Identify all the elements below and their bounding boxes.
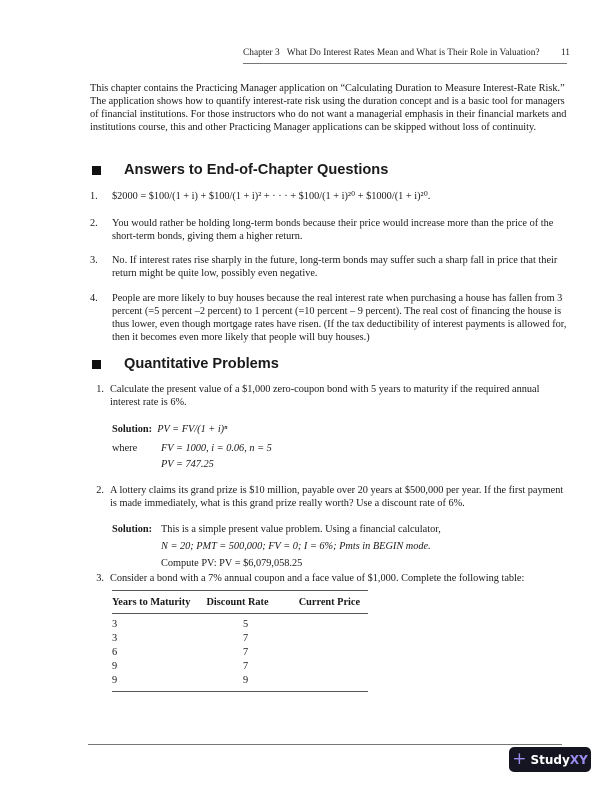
answer-number: 2.	[90, 218, 98, 229]
answer-item	[90, 190, 570, 203]
solution-line-1	[161, 523, 441, 536]
cell-years: 3	[112, 633, 118, 644]
solution-formula: PV = FV/(1 + i)ⁿ	[157, 424, 228, 435]
cell-rate: 7	[243, 661, 249, 672]
table-row	[112, 614, 368, 633]
square-bullet-icon	[92, 360, 101, 369]
answer-item	[90, 292, 570, 344]
cell-price	[291, 614, 368, 633]
where-label: where	[112, 443, 138, 454]
studyxy-logo[interactable]	[509, 747, 591, 772]
solution-text: Compute PV: PV = $6,079,058.25	[161, 558, 303, 569]
cell-price	[291, 646, 368, 660]
running-header	[243, 48, 570, 58]
answer-number: 3.	[90, 255, 98, 266]
cell-price	[291, 632, 368, 646]
cell-years: 9	[112, 661, 118, 672]
answers-section-heading	[90, 162, 388, 178]
table-row	[112, 660, 368, 674]
cell-rate: 9	[243, 675, 249, 686]
answer-text: You would rather be holding long-term bonds because their price would increase more than the price of the short-term bonds, giving them a higher return.	[112, 218, 554, 242]
cell-rate: 7	[243, 647, 249, 658]
cell-price	[291, 674, 368, 692]
bond-price-table	[112, 590, 368, 692]
solution-label: Solution:	[112, 524, 153, 535]
problem-item	[90, 484, 570, 510]
plus-icon: +	[512, 749, 527, 769]
answer-number: 1.	[90, 191, 98, 202]
table-row	[112, 632, 368, 646]
logo-text-xy: XY	[569, 752, 588, 767]
solution-line-3	[161, 557, 302, 570]
header-rule	[243, 63, 567, 64]
solution-label: Solution:	[112, 424, 153, 435]
table-row	[112, 674, 368, 692]
quantitative-section-heading	[90, 356, 279, 372]
problem-text: Calculate the present value of a $1,000 zero-coupon bond with 5 years to maturity if the required annual interest rate is 6%.	[110, 384, 540, 408]
where-values-text: FV = 1000, i = 0.06, n = 5	[161, 443, 272, 454]
cell-years: 6	[112, 647, 118, 658]
answer-item	[90, 254, 570, 280]
solution-line-2	[161, 540, 431, 553]
solution-text: This is a simple present value problem. Using a financial calculator,	[161, 524, 441, 535]
header-years-to-maturity: Years to Maturity	[112, 591, 200, 614]
solution-result	[161, 458, 214, 471]
cell-years: 3	[112, 619, 118, 630]
intro-paragraph: This chapter contains the Practicing Manager application on “Calculating Duration to Measure Interest-Rate Risk.” The application shows how to quantify interest-rate risk using the duration concept and is a basic tool for managers of financial institutions. For those instructors who do not want a managerial emphasis in their financial markets and institutions course, this and other Practicing Manager applications can be skipped without loss of continuity.	[90, 83, 567, 133]
header-discount-rate: Discount Rate	[200, 591, 290, 614]
answer-text: People are more likely to buy houses because the real interest rate when purchasing a house has fallen from 3 percent (=5 percent –2 percent) to 1 percent (=10 percent – 9 percent). The real cost of financing the house is thus lower, even though mortgage rates have risen. (If the tax deductibility of interest payments is allowed for, then it becomes even more likely that people will buy houses.)	[112, 293, 567, 343]
result-text: PV = 747.25	[161, 459, 214, 470]
answers-heading-text: Answers to End-of-Chapter Questions	[124, 162, 389, 178]
solution-line	[112, 523, 152, 536]
cell-rate: 7	[243, 633, 249, 644]
problem-number: 3.	[96, 573, 104, 584]
where-values	[161, 442, 272, 455]
solution-text: N = 20; PMT = 500,000; FV = 0; I = 6%; Pmts in BEGIN mode.	[161, 541, 431, 552]
problem-number: 1.	[96, 384, 104, 395]
cell-years: 9	[112, 675, 118, 686]
solution-line	[112, 423, 227, 436]
problem-item	[90, 572, 570, 585]
cell-price	[291, 660, 368, 674]
page-content	[90, 80, 570, 686]
answer-number: 4.	[90, 293, 98, 304]
problem-text: Consider a bond with a 7% annual coupon and a face value of $1,000. Complete the following table:	[110, 573, 525, 584]
header-chapter: Chapter 3 What Do Interest Rates Mean and What is Their Role in Valuation?	[243, 48, 540, 58]
problem-text: A lottery claims its grand prize is $10 million, payable over 20 years at $500,000 per year. If the first payment is made immediately, what is this grand prize really worth? Use a discount rate of 6%.	[110, 485, 564, 509]
square-bullet-icon	[92, 166, 101, 175]
quantitative-heading-text: Quantitative Problems	[124, 356, 279, 372]
answer-text: No. If interest rates rise sharply in the future, long-term bonds may suffer such a sharp fall in price that their return might be quite low, possibly even negative.	[112, 255, 558, 279]
logo-text-study: Study	[530, 752, 570, 767]
page-number: 11	[560, 48, 570, 58]
answer-item	[90, 217, 570, 243]
answer-text: $2000 = $100/(1 + i) + $100/(1 + i)² + · · · + $100/(1 + i)²⁰ + $1000/(1 + i)²⁰.	[112, 191, 431, 202]
problem-number: 2.	[96, 485, 104, 496]
problem-item	[90, 383, 570, 409]
cell-rate: 5	[243, 619, 249, 630]
where-line	[112, 442, 137, 455]
header-current-price: Current Price	[291, 591, 368, 614]
table-row	[112, 646, 368, 660]
table-header-row	[112, 591, 368, 614]
footer-rule	[88, 744, 562, 745]
